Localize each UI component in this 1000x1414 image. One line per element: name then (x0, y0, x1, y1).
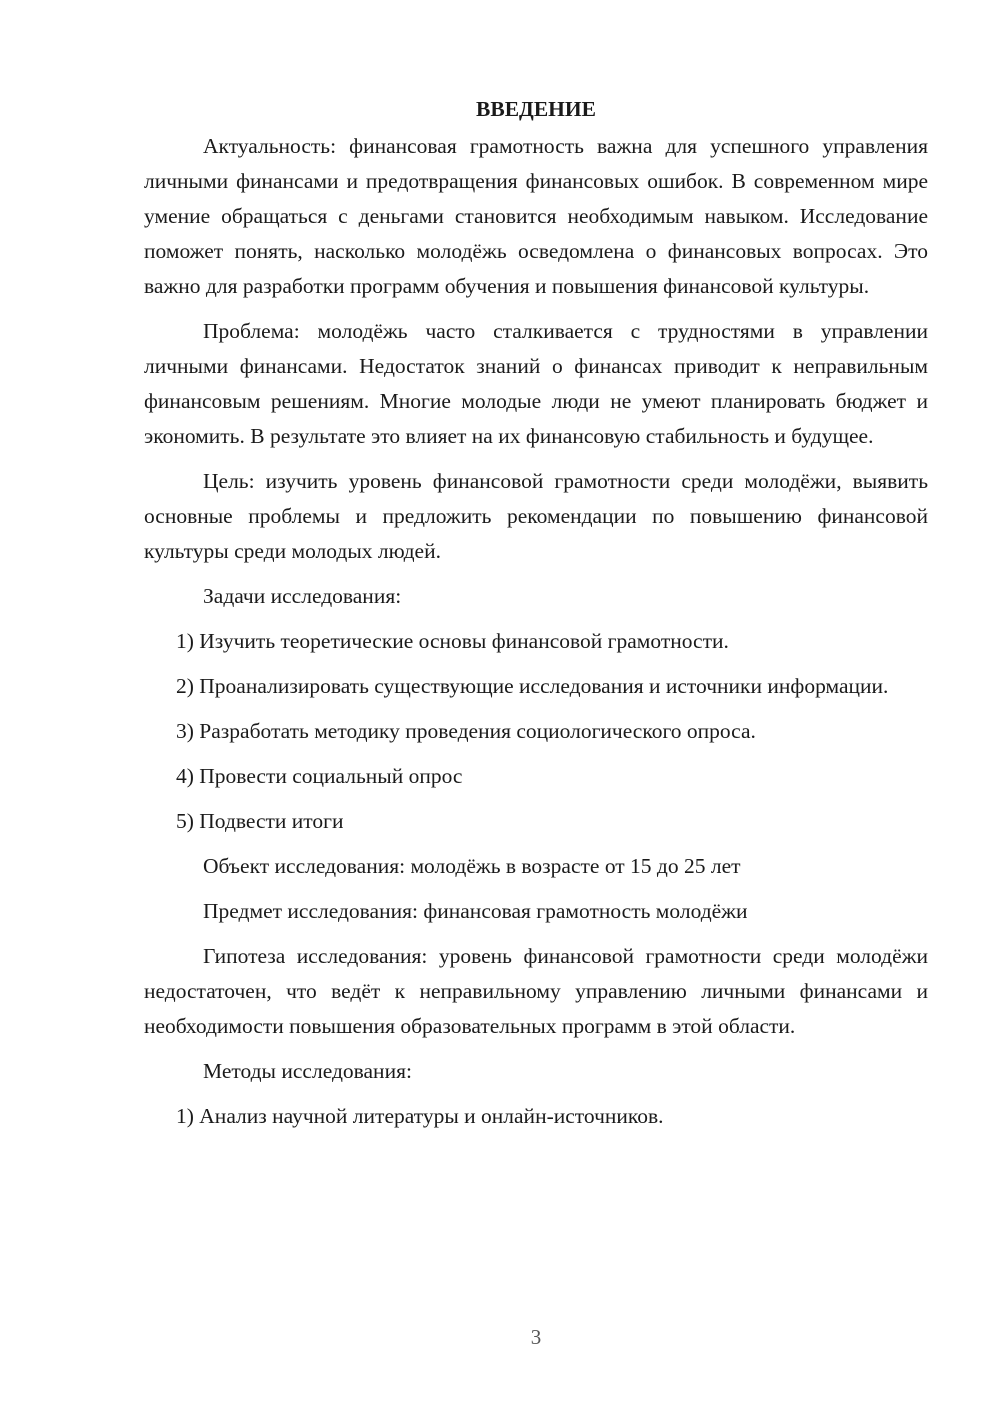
paragraph-goal: Цель: изучить уровень финансовой грамотности среди молодёжи, выявить основные проблемы и предложить рекомендации по повышению финансовой культуры среди молодых людей. (144, 469, 928, 563)
paragraph-hypothesis: Гипотеза исследования: уровень финансовой грамотности среди молодёжи недостаточен, что ведёт к неправильному управлению личными финансами и необходимости повышения образовательных программ в этой области. (144, 944, 928, 1038)
paragraph-subject: Предмет исследования: финансовая грамотность молодёжи (203, 899, 748, 923)
paragraph-problem: Проблема: молодёжь часто сталкивается с трудностями в управлении личными финансами. Недостаток знаний о финансах приводит к неправильным финансовым решениям. Многие молодые люди не умеют планировать бюджет и экономить. В результате это влияет на их финансовую стабильность и будущее. (144, 319, 928, 448)
methods-heading: Методы исследования: (203, 1059, 412, 1083)
task-item: 5) Подвести итоги (176, 809, 344, 833)
task-item: 4) Провести социальный опрос (176, 764, 463, 788)
document-page (144, 92, 928, 1144)
paragraph-object: Объект исследования: молодёжь в возрасте от 15 до 25 лет (203, 854, 741, 878)
method-item: 1) Анализ научной литературы и онлайн-источников. (176, 1104, 664, 1128)
task-item: 1) Изучить теоретические основы финансовой грамотности. (176, 629, 729, 653)
paragraph-relevance: Актуальность: финансовая грамотность важна для успешного управления личными финансами и предотвращения финансовых ошибок. В современном мире умение обращаться с деньгами становится необходимым навыком. Исследование поможет понять, насколько молодёжь осведомлена о финансовых вопросах. Это важно для разработки программ обучения и повышения финансовой культуры. (144, 134, 928, 298)
section-title: ВВЕДЕНИЕ (476, 97, 596, 121)
task-item: 3) Разработать методику проведения социологического опроса. (176, 719, 756, 743)
tasks-heading: Задачи исследования: (203, 584, 402, 608)
task-item: 2) Проанализировать существующие исследования и источники информации. (176, 674, 889, 698)
page-number: 3 (530, 1325, 542, 1349)
